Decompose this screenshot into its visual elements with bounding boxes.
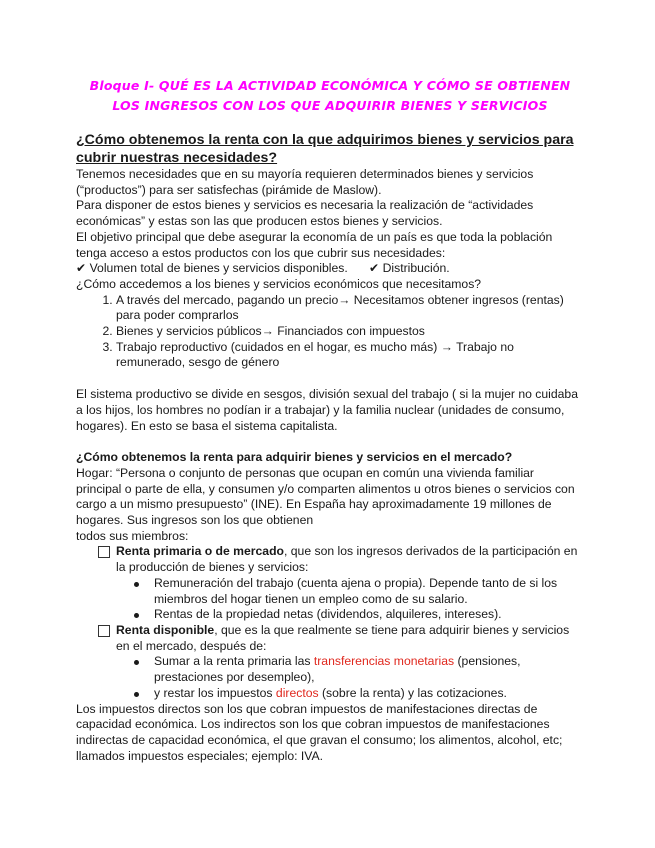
highlight-transferencias: transferencias monetarias (313, 654, 455, 669)
bullet-item: Remuneración del trabajo (cuenta ajena o propia). Depende tanto de si los miembros del hogar tienen un empleo como de su salario. (76, 576, 581, 607)
checkbox-item-renta-primaria: Renta primaria o de mercado, que son los ingresos derivados de la participación en la producción de bienes y servicios: (76, 544, 581, 575)
section1-heading: ¿Cómo obtenemos la renta con la que adquirimos bienes y servicios para cubrir nuestras necesidades? (76, 132, 574, 166)
bullet-item: y restar los impuestos directos (sobre la renta) y las cotizaciones. (76, 686, 581, 702)
bullet-icon (134, 582, 139, 587)
bullet-icon (134, 660, 139, 665)
paragraph: El sistema productivo se divide en sesgos, división sexual del trabajo ( si la mujer no cuidaba a los hijos, los hombres no podían ir a trabajar) y la familia nuclear (unidades de consumo, hogares). En esto se basa el sistema capitalista. (76, 387, 578, 433)
paragraph: Tenemos necesidades que en su mayoría requieren determinados bienes y servicios (“productos”) para ser satisfechas (pirámide de Maslow). (76, 167, 534, 197)
check-item-volumen: ✔ Volumen total de bienes y servicios disponibles. (76, 261, 348, 276)
numbered-list (76, 293, 581, 372)
paragraph: Los impuestos directos son los que cobran impuestos de manifestaciones directas de capacidad económica. Los indirectos son los que cobran impuestos de manifestaciones indirectas de capacidad económica, el que gravan el consumo; los alimentos, alcohol, etc; llamados impuestos especiales; ejemplo: IVA. (76, 701, 563, 763)
paragraph: todos sus miembros: (76, 528, 189, 543)
paragraph: Para disponer de estos bienes y servicios es necesaria la realización de “actividades económicas” y estas son las que producen estos bienes y servicios. (76, 198, 534, 229)
page-title (60, 76, 600, 116)
section2-heading: ¿Cómo obtenemos la renta para adquirir bienes y servicios en el mercado? (76, 450, 513, 465)
checkbox-icon[interactable] (98, 546, 110, 558)
list-item: 1. A través del mercado, pagando un precio→ Necesitamos obtener ingresos (rentas) para poder comprarlos (116, 293, 581, 324)
bullet-icon (134, 613, 139, 618)
paragraph: Hogar: “Persona o conjunto de personas que ocupan en común una vivienda familiar principal o parte de ella, y consumen y/o comparten alimentos u otros bienes o servicios con cargo a un mismo presupuesto” (INE). En España hay aproximadamente 19 millones de hogares. Sus ingresos son los que obtienen (76, 465, 575, 528)
paragraph: El objetivo principal que debe asegurar la economía de un país es que toda la población tenga acceso a estos productos con los que cubrir sus necesidades: (76, 229, 553, 260)
bullet-icon (134, 692, 139, 697)
bullet-item: Rentas de la propiedad netas (dividendos, alquileres, intereses). (76, 607, 581, 623)
highlight-directos: directos (275, 685, 319, 700)
title-line-2: LOS INGRESOS CON LOS QUE ADQUIRIR BIENES Y SERVICIOS (112, 98, 548, 113)
list-item: 2. Bienes y servicios públicos→ Financiados con impuestos (116, 324, 581, 340)
question: ¿Cómo accedemos a los bienes y servicios económicos que necesitamos? (76, 276, 482, 291)
checkbox-item-renta-disponible: Renta disponible, que es la que realmente se tiene para adquirir bienes y servicios en el mercado, después de: (76, 623, 581, 654)
list-item: 3. Trabajo reproductivo (cuidados en el hogar, es mucho más) → Trabajo no remunerado, sesgo de género (116, 340, 581, 371)
checkbox-icon[interactable] (98, 625, 110, 637)
title-line-1: Bloque I- QUÉ ES LA ACTIVIDAD ECONÓMICA Y CÓMO SE OBTIENEN (89, 78, 571, 93)
term-renta-primaria: Renta primaria o de mercado (116, 544, 284, 559)
term-renta-disponible: Renta disponible (116, 622, 215, 637)
check-item-distribucion: ✔ Distribución. (369, 261, 450, 276)
bullet-item: Sumar a la renta primaria las transferencias monetarias (pensiones, prestaciones por desempleo), (76, 654, 581, 685)
checklist-row (76, 261, 581, 277)
document-body (76, 131, 581, 764)
